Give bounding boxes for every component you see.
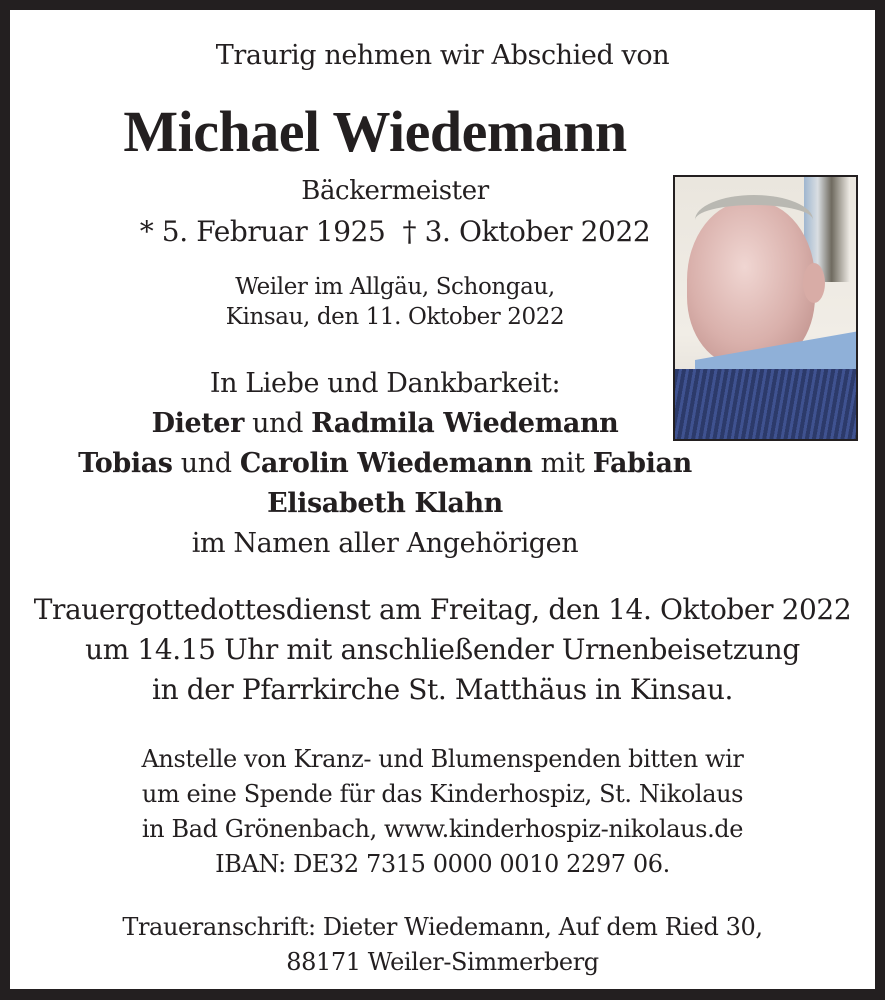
service-line-2: um 14.15 Uhr mit anschließender Urnenbeisetzung <box>85 633 800 666</box>
donation-website-link[interactable]: www.kinderhospiz-nikolaus.de <box>384 815 744 843</box>
service-line-1: Trauergottedottesdienst am Freitag, den 14. Oktober 2022 <box>33 593 852 626</box>
conjunction: und <box>172 448 240 479</box>
mourning-address-line-2: 88171 Weiler-Simmerberg <box>286 948 599 976</box>
birth-date: * 5. Februar 1925 <box>139 215 386 248</box>
portrait-photo <box>673 175 858 441</box>
mourners-line-3: Elisabeth Klahn <box>267 488 503 519</box>
donation-iban: IBAN: DE32 7315 0000 0010 2297 06. <box>215 850 670 878</box>
death-date: † 3. Oktober 2022 <box>402 215 651 248</box>
mourner-name: Radmila Wiedemann <box>311 408 619 439</box>
mourners-closing: im Namen aller Angehörigen <box>191 528 579 559</box>
photo-ear <box>803 263 825 303</box>
deceased-name: Michael Wiedemann <box>123 99 627 164</box>
donation-line-1: Anstelle von Kranz- und Blumenspenden bitten wir <box>141 745 744 773</box>
mourner-name: Tobias <box>78 448 173 479</box>
mourners-line-1 <box>40 408 730 439</box>
place-line-1: Weiler im Allgäu, Schongau, <box>235 274 555 300</box>
conjunction: und <box>243 408 312 439</box>
mourners-line-2 <box>40 448 730 479</box>
mourner-name: Dieter <box>151 408 244 439</box>
intro-text: Traurig nehmen wir Abschied von <box>215 40 670 71</box>
place-date-line: Kinsau, den 11. Oktober 2022 <box>225 304 565 330</box>
photo-hair <box>695 195 813 245</box>
mourner-name: Carolin Wiedemann <box>239 448 533 479</box>
donation-line-3 <box>10 815 875 843</box>
mourning-address-line-1: Traueranschrift: Dieter Wiedemann, Auf dem Ried 30, <box>122 913 763 941</box>
mourners-heading: In Liebe und Dankbarkeit: <box>209 368 561 399</box>
conjunction: mit <box>532 448 593 479</box>
life-dates <box>120 215 670 248</box>
service-line-3: in der Pfarrkirche St. Matthäus in Kinsau. <box>152 673 733 706</box>
occupation: Bäckermeister <box>301 176 489 206</box>
donation-location: in Bad Grönenbach, <box>141 815 385 843</box>
mourner-name: Fabian <box>592 448 692 479</box>
donation-line-2: um eine Spende für das Kinderhospiz, St. Nikolaus <box>141 780 744 808</box>
obituary-notice <box>10 10 875 989</box>
